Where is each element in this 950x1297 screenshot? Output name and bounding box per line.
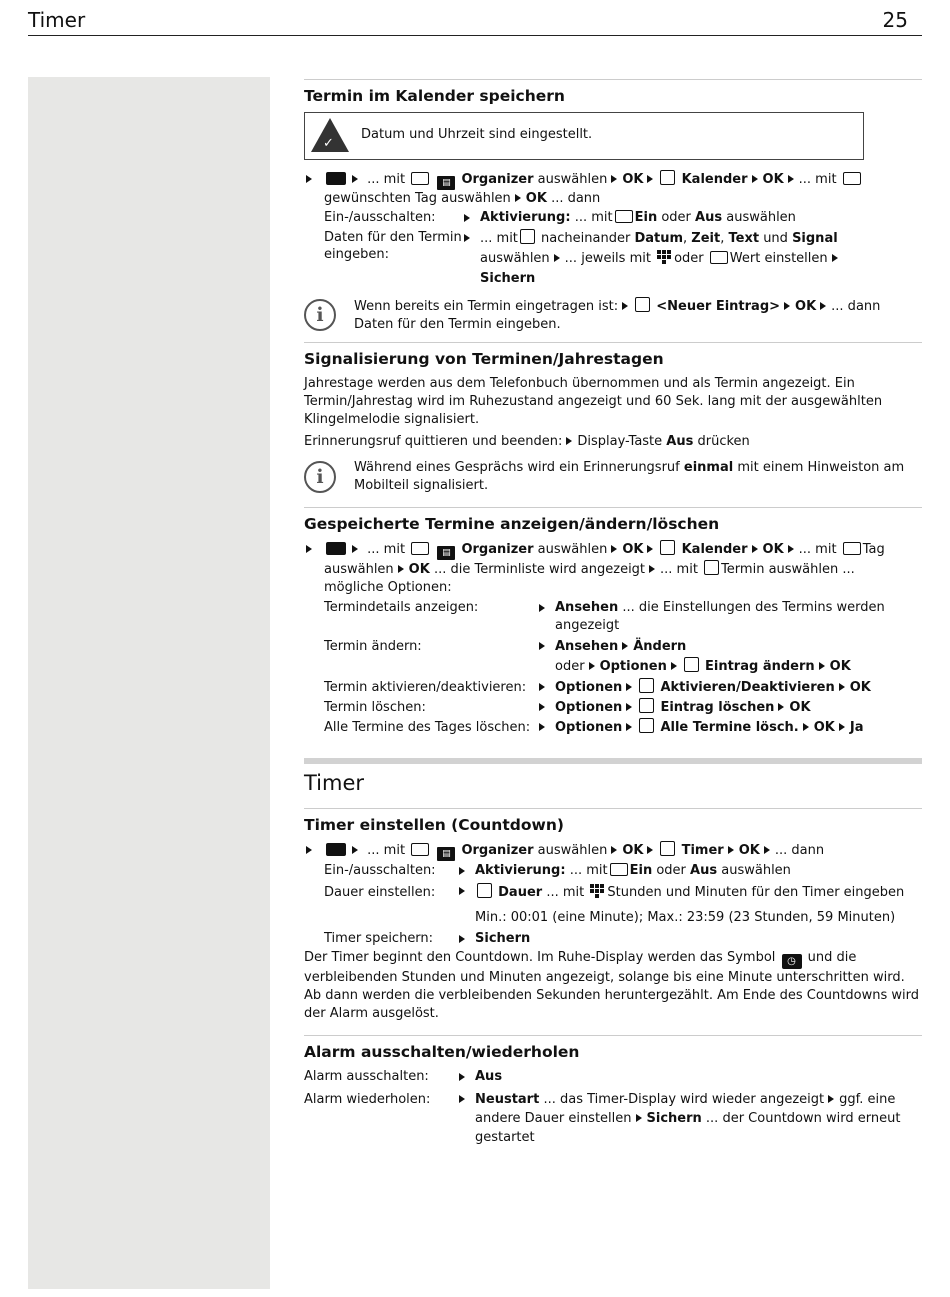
info-icon: i <box>304 299 336 331</box>
option-row <box>304 930 922 948</box>
menu-neustart: Neustart <box>475 1092 540 1107</box>
arrow-icon <box>839 683 845 691</box>
field-datum: Datum <box>634 231 684 246</box>
text: ... die Terminliste wird angezeigt <box>433 562 646 577</box>
section-title: Timer einstellen (Countdown) <box>304 816 564 834</box>
menu-aktivieren-deaktivieren: Aktivieren/Deaktivieren <box>660 680 835 695</box>
menu-alle-termine-loeschen: Alle Termine lösch. <box>660 720 799 735</box>
text: Tag <box>862 542 885 557</box>
option-label: Termin aktivieren/deaktivieren: <box>324 680 527 695</box>
section-alarm <box>304 1035 922 1147</box>
text: oder <box>674 251 704 266</box>
section-title: Signalisierung von Terminen/Jahrestagen <box>304 350 664 368</box>
option-row <box>304 209 922 227</box>
ok-key: OK <box>795 299 817 314</box>
menu-organizer: Organizer <box>461 172 534 187</box>
ok-key: OK <box>622 843 644 858</box>
arrow-icon <box>839 723 845 731</box>
arrow-icon <box>778 703 784 711</box>
instruction-step <box>304 170 922 208</box>
arrow-icon <box>622 302 628 310</box>
field-zeit: Zeit <box>691 231 721 246</box>
ok-key: OK <box>789 700 811 715</box>
menu-ja: Ja <box>849 720 864 735</box>
text: ... mit <box>480 231 518 246</box>
arrow-icon <box>626 703 632 711</box>
text: auswählen <box>480 251 550 266</box>
info-note <box>304 297 922 334</box>
arrow-icon <box>752 545 758 553</box>
arrow-icon <box>352 846 358 854</box>
text: ... mit <box>798 172 837 187</box>
menu-kalender: Kalender <box>681 172 748 187</box>
value-ein: Ein <box>634 210 658 225</box>
menu-organizer: Organizer <box>461 843 534 858</box>
text: ... mit <box>367 843 406 858</box>
menu-key-icon <box>326 172 346 185</box>
arrow-icon <box>832 254 838 262</box>
arrow-icon <box>398 565 404 573</box>
updown-key-icon <box>684 657 699 672</box>
option-value <box>457 1068 922 1086</box>
option-label: Ein-/ausschalten: <box>324 863 436 878</box>
section-timer-einstellen <box>304 808 922 1023</box>
header-title: Timer <box>28 8 86 32</box>
arrow-icon <box>647 846 653 854</box>
ok-key: OK <box>622 542 644 557</box>
chapter-title: Timer <box>304 771 365 795</box>
arrow-icon <box>611 846 617 854</box>
option-row <box>304 882 922 928</box>
leftright-key-icon <box>710 251 728 264</box>
menu-dauer: Dauer <box>498 885 543 900</box>
menu-sichern: Sichern <box>480 271 536 286</box>
prerequisite-text: Datum und Uhrzeit sind eingestellt. <box>361 127 593 142</box>
updown-key-icon <box>639 718 654 733</box>
section-title: Alarm ausschalten/wiederholen <box>304 1043 580 1061</box>
menu-aktivierung: Aktivierung: <box>475 863 566 878</box>
page-number: 25 <box>882 8 908 32</box>
arrow-icon <box>539 642 545 650</box>
arrow-icon <box>459 867 465 875</box>
value-aus: Aus <box>690 863 718 878</box>
arrow-icon <box>671 662 677 670</box>
ok-key: OK <box>738 843 760 858</box>
text: ... mit <box>546 885 585 900</box>
arrow-icon <box>515 194 521 202</box>
option-label: Alarm ausschalten: <box>304 1069 429 1084</box>
option-value <box>537 637 922 677</box>
option-row <box>304 678 922 698</box>
info-note <box>304 459 922 495</box>
arrow-icon <box>636 1114 642 1122</box>
arrow-icon <box>622 642 628 650</box>
menu-sichern: Sichern <box>475 931 531 946</box>
section-signalisierung <box>304 342 922 495</box>
text: ... dann <box>551 191 601 206</box>
arrow-icon <box>589 662 595 670</box>
text: Wenn bereits ein Termin eingetragen ist: <box>354 299 619 314</box>
arrow-icon <box>459 935 465 943</box>
arrow-icon <box>820 302 826 310</box>
arrow-icon <box>819 662 825 670</box>
text: ... jeweils mit <box>564 251 651 266</box>
option-row <box>304 718 922 738</box>
main-content <box>304 79 922 1147</box>
organizer-icon: ▤ <box>437 847 455 861</box>
option-row <box>304 1090 922 1147</box>
check-icon: ✓ <box>323 136 334 151</box>
nav-key-icon <box>411 542 429 555</box>
arrow-icon <box>539 703 545 711</box>
min-max-note: Min.: 00:01 (eine Minute); Max.: 23:59 (23 Stunden, 59 Minuten) <box>475 910 896 925</box>
option-label: Ein-/ausschalten: <box>324 210 436 225</box>
text: Erinnerungsruf quittieren und beenden: <box>304 434 563 449</box>
arrow-icon <box>306 545 312 553</box>
text: mögliche Optionen: <box>324 580 452 595</box>
arrow-icon <box>352 175 358 183</box>
menu-neuer-eintrag: <Neuer Eintrag> <box>656 299 781 314</box>
arrow-icon <box>803 723 809 731</box>
arrow-icon <box>464 214 470 222</box>
text: gewünschten Tag auswählen <box>324 191 511 206</box>
arrow-icon <box>539 604 545 612</box>
text: ... mit <box>798 542 837 557</box>
option-value <box>462 209 922 227</box>
value-aus: Aus <box>695 210 723 225</box>
text-bold: einmal <box>683 460 734 475</box>
text: nacheinander <box>541 231 631 246</box>
text: Display-Taste <box>577 434 663 449</box>
arrow-icon <box>764 846 770 854</box>
text: oder <box>661 210 691 225</box>
option-value <box>457 1090 922 1147</box>
nav-key-icon <box>843 172 861 185</box>
text: ... mit <box>660 562 698 577</box>
text: ... mit <box>367 542 406 557</box>
leftright-key-icon <box>610 863 628 876</box>
arrow-icon <box>647 545 653 553</box>
nav-key-icon <box>843 542 861 555</box>
text: Daten für den Termin eingeben. <box>354 317 561 332</box>
menu-eintrag-aendern: Eintrag ändern <box>705 659 815 674</box>
keypad-icon <box>657 250 672 264</box>
updown-key-icon <box>635 297 650 312</box>
arrow-icon <box>539 723 545 731</box>
updown-key-icon <box>660 540 675 555</box>
arrow-icon <box>554 254 560 262</box>
menu-optionen: Optionen <box>555 680 623 695</box>
paragraph <box>304 433 922 451</box>
option-row <box>304 1068 922 1086</box>
ok-key: OK <box>525 191 547 206</box>
ok-key: OK <box>849 680 871 695</box>
ok-key: OK <box>829 659 851 674</box>
organizer-icon: ▤ <box>437 176 455 190</box>
menu-key-icon <box>326 843 346 856</box>
section-gespeicherte-termine <box>304 507 922 738</box>
value-ein: Ein <box>629 863 653 878</box>
arrow-icon <box>784 302 790 310</box>
field-signal: Signal <box>792 231 838 246</box>
arrow-icon <box>626 723 632 731</box>
arrow-icon <box>464 234 470 242</box>
ok-key: OK <box>762 172 784 187</box>
arrow-icon <box>459 1073 465 1081</box>
text: ... mit <box>574 210 613 225</box>
arrow-icon <box>626 683 632 691</box>
option-value <box>537 678 922 698</box>
menu-ansehen: Ansehen <box>555 639 619 654</box>
option-value <box>457 930 922 948</box>
option-value <box>537 599 922 635</box>
updown-key-icon <box>639 698 654 713</box>
option-row <box>304 599 922 635</box>
instruction-step <box>304 841 922 861</box>
updown-key-icon <box>660 170 675 185</box>
keypad-icon <box>590 884 605 898</box>
text: auswählen <box>537 542 608 557</box>
arrow-icon <box>306 846 312 854</box>
menu-aendern: Ändern <box>633 639 687 654</box>
option-row <box>304 637 922 677</box>
arrow-icon <box>788 175 794 183</box>
menu-kalender: Kalender <box>681 542 748 557</box>
option-label: Termin löschen: <box>324 700 426 715</box>
option-value: ... mit nacheinander Datum, Zeit, Text und Signal auswählen ... jeweils mit oder Wert einstellen Sichern <box>462 229 922 289</box>
nav-key-icon <box>411 843 429 856</box>
option-value <box>457 862 922 880</box>
text: auswählen <box>324 562 394 577</box>
text: Während eines Gesprächs wird ein Erinnerungsruf <box>354 460 680 475</box>
menu-ansehen: Ansehen <box>555 600 619 615</box>
arrow-icon <box>611 545 617 553</box>
arrow-icon <box>566 437 572 445</box>
updown-key-icon <box>639 678 654 693</box>
text: ggf. eine andere Dauer einstellen <box>475 1092 896 1126</box>
arrow-icon <box>352 545 358 553</box>
text: ... mit <box>569 863 608 878</box>
info-icon: i <box>304 461 336 493</box>
page-header <box>28 6 922 36</box>
text: mit einem Hinweiston am Mobilteil signalisiert. <box>354 460 905 493</box>
option-row <box>304 698 922 718</box>
instruction-step <box>304 540 922 597</box>
menu-eintrag-loeschen: Eintrag löschen <box>660 700 775 715</box>
option-row <box>304 862 922 880</box>
text: Der Timer beginnt den Countdown. Im Ruhe-Display werden das Symbol <box>304 950 776 965</box>
arrow-icon <box>539 683 545 691</box>
text: ... dann <box>831 299 881 314</box>
key-aus: Aus <box>666 434 694 449</box>
menu-optionen: Optionen <box>599 659 667 674</box>
menu-aktivierung: Aktivierung: <box>480 210 571 225</box>
option-label: Dauer einstellen: <box>324 885 436 900</box>
leftright-key-icon <box>615 210 633 223</box>
text: ... dann <box>774 843 825 858</box>
ok-key: OK <box>762 542 784 557</box>
section-termin-speichern <box>304 79 922 334</box>
arrow-icon <box>649 565 655 573</box>
paragraph <box>304 949 922 1023</box>
text: und die verbleibenden Stunden und Minuten angezeigt, solange bis eine Minute unterschritten wird. Ab dann werden die verbleibenden Sekunden heruntergezählt. Am Ende des Countdowns wird der Alarm ausgelöst. <box>304 950 919 1021</box>
arrow-icon <box>459 1095 465 1103</box>
option-value <box>457 882 922 928</box>
sidebar-margin <box>28 77 270 1289</box>
field-text: Text <box>728 231 760 246</box>
text: auswählen <box>537 172 608 187</box>
option-label: Alarm wiederholen: <box>304 1092 431 1107</box>
timer-clock-icon: ◷ <box>782 954 802 969</box>
section-title: Termin im Kalender speichern <box>304 87 565 105</box>
menu-timer: Timer <box>681 843 724 858</box>
menu-optionen: Optionen <box>555 700 623 715</box>
down-key-icon <box>477 883 492 898</box>
arrow-icon <box>459 887 465 895</box>
option-label: Daten für den Termin eingeben: <box>324 230 462 262</box>
text: Wert einstellen <box>729 251 828 266</box>
option-value <box>537 698 922 718</box>
ok-key: OK <box>622 172 644 187</box>
menu-sichern: Sichern <box>646 1111 702 1126</box>
option-value <box>537 718 922 738</box>
text: Stunden und Minuten für den Timer eingeben <box>607 885 905 900</box>
text: ... der Countdown wird erneut gestartet <box>475 1111 901 1145</box>
chapter-divider <box>304 758 922 764</box>
arrow-icon <box>728 846 734 854</box>
option-row <box>304 229 922 289</box>
arrow-icon <box>306 175 312 183</box>
text: drücken <box>697 434 750 449</box>
section-title: Gespeicherte Termine anzeigen/ändern/löschen <box>304 515 720 533</box>
menu-optionen: Optionen <box>555 720 623 735</box>
option-label: Termindetails anzeigen: <box>324 600 479 615</box>
down-key-icon <box>520 229 535 244</box>
text: auswählen <box>721 863 791 878</box>
text: auswählen <box>726 210 796 225</box>
text: oder <box>555 659 585 674</box>
menu-key-icon <box>326 542 346 555</box>
text: ... das Timer-Display wird wieder angezeigt <box>543 1092 825 1107</box>
updown-key-icon <box>704 560 719 575</box>
prerequisite-box <box>304 112 864 160</box>
option-label: Alle Termine des Tages löschen: <box>324 720 531 735</box>
arrow-icon <box>611 175 617 183</box>
arrow-icon <box>788 545 794 553</box>
menu-organizer: Organizer <box>461 542 534 557</box>
arrow-icon <box>647 175 653 183</box>
text: und <box>763 231 788 246</box>
nav-key-icon <box>411 172 429 185</box>
ok-key: OK <box>408 562 430 577</box>
text: Termin auswählen ... <box>721 562 855 577</box>
arrow-icon <box>752 175 758 183</box>
option-label: Termin ändern: <box>324 639 422 654</box>
option-label: Timer speichern: <box>324 931 434 946</box>
arrow-icon <box>828 1095 834 1103</box>
ok-key: OK <box>813 720 835 735</box>
paragraph: Jahrestage werden aus dem Telefonbuch übernommen und als Termin angezeigt. Ein Termin/Jahrestag wird im Ruhezustand angezeigt und 60 Sek. lang mit der ausgewählten Klingelmelodie signalisiert. <box>304 376 883 427</box>
text: ... mit <box>367 172 406 187</box>
text: oder <box>656 863 686 878</box>
text: ... die Einstellungen des Termins werden angezeigt <box>555 600 885 633</box>
organizer-icon: ▤ <box>437 546 455 560</box>
text: auswählen <box>537 843 608 858</box>
menu-aus: Aus <box>475 1069 503 1084</box>
updown-key-icon <box>660 841 675 856</box>
